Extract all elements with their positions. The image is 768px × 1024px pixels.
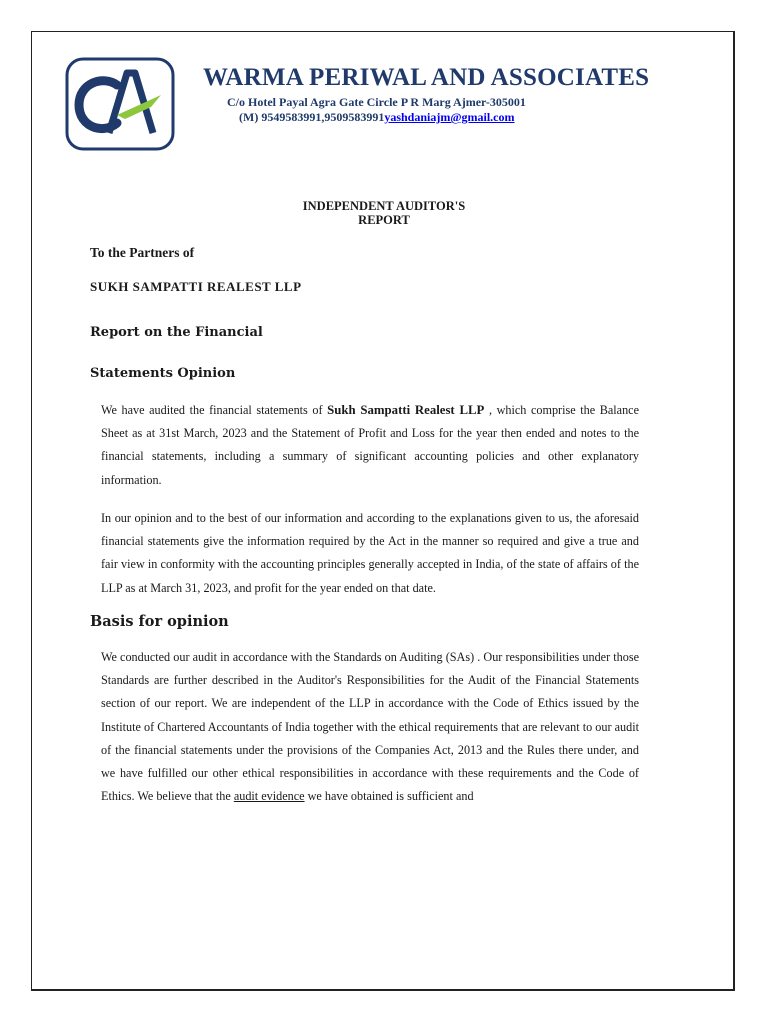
p1-post: , which comprise the Balance Sheet as at 31st March, 2023 and the Statement of Profit and Loss for the year then ended and notes to the financial statements, including a summary of significant accounting policies and other explanatory information. (101, 403, 639, 487)
firm-name: WARMA PERIWAL AND ASSOCIATES (203, 64, 650, 91)
firm-email-link[interactable]: yashdaniajm@gmail.com (384, 110, 515, 124)
ca-logo (65, 57, 175, 151)
report-title-line1: INDEPENDENT AUDITOR'S (302, 199, 466, 213)
heading-report-financial: Report on the Financial (90, 325, 263, 340)
p3-tail: we have obtained is sufficient and (304, 789, 474, 804)
firm-contact (239, 110, 515, 125)
client-name: SUKH SAMPATTI REALEST LLP (90, 279, 302, 294)
heading-basis-for-opinion: Basis for opinion (90, 613, 229, 630)
paragraph-opinion: In our opinion and to the best of our information and according to the explanations given to us, the aforesaid financial statements give the information required by the Act in the manner so required and give a true and fair view in conformity with the accounting principles generally accepted in India, of the state of affairs of the LLP as at March 31, 2023, and profit for the year ended on that date. (101, 511, 639, 595)
p1-client-bold: Sukh Sampatti Realest LLP (327, 403, 485, 417)
firm-phone: (M) 9549583991,9509583991 (239, 110, 385, 124)
firm-address: C/o Hotel Payal Agra Gate Circle P R Marg Ajmer-305001 (227, 95, 526, 109)
heading-statements-opinion: Statements Opinion (90, 366, 236, 381)
paragraph-audited (101, 399, 639, 492)
report-title-line2: REPORT (358, 213, 410, 227)
audit-evidence-link[interactable]: audit evidence (233, 789, 305, 804)
paragraph-basis (101, 646, 639, 808)
addressee-line: To the Partners of (90, 245, 195, 260)
p3-main: We conducted our audit in accordance with the Standards on Auditing (SAs) . Our responsibilities under those Standards are further described in the Auditor's Responsibilities for the Audit of the Financial Statements section of our report. We are independent of the LLP in accordance with the Code of Ethics issued by the Institute of Chartered Accountants of India together with the ethical requirements that are relevant to our audit of the financial statements under the provisions of the Companies Act, 2013 and the Rules there under, and we have fulfilled our other ethical responsibilities in accordance with these requirements and the Code of Ethics. We believe that the (101, 650, 639, 804)
p1-pre: We have audited the financial statements of (101, 403, 328, 417)
